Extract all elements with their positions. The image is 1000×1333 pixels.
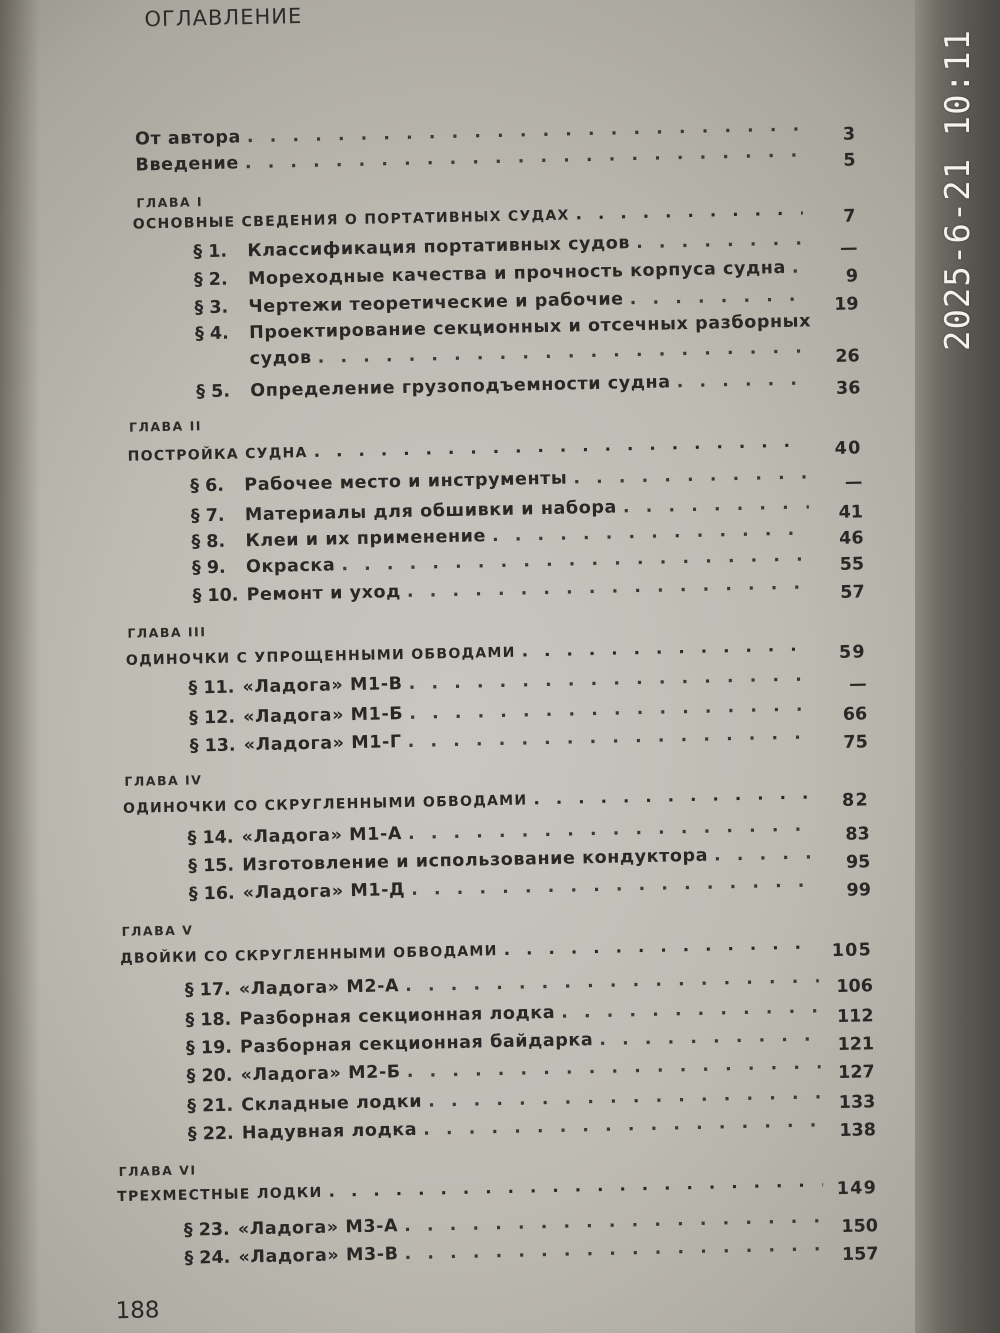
section-title: «Ладога» М1-А — [241, 824, 403, 848]
section-page: 36 — [835, 378, 861, 399]
section-title: Мореходные качества и прочность корпуса судна — [247, 257, 787, 290]
leader-dots — [404, 1207, 824, 1236]
chapter-title-text: ДВОЙКИ СО СКРУГЛЕННЫМИ ОБВОДАМИ — [120, 943, 498, 968]
section-title: Разборная секционная лодка — [239, 1002, 556, 1030]
leader-dots — [792, 258, 804, 278]
leader-dots — [714, 843, 816, 865]
chapter-title — [117, 1170, 877, 1212]
chapter-page: 7 — [843, 206, 857, 227]
section-number: § 23. — [183, 1219, 230, 1241]
section-page: 9 — [845, 266, 859, 287]
section-number: § 11. — [188, 677, 235, 699]
entry-page: 5 — [843, 150, 856, 171]
section-title: Окраска — [245, 555, 336, 578]
section-page: 127 — [837, 1062, 875, 1084]
section-page: — — [844, 472, 863, 493]
chapter-label: ГЛАВА III — [127, 624, 207, 641]
entry-page: 3 — [842, 124, 856, 145]
section-page: 19 — [834, 294, 859, 315]
page-number: 188 — [115, 1297, 160, 1325]
entry-title: От автора — [134, 127, 242, 150]
photo-timestamp: 2025-6-21 10:11 — [938, 28, 978, 352]
leader-dots — [599, 1025, 820, 1050]
section-number: § 21. — [187, 1095, 234, 1117]
section-number: § 6. — [190, 475, 225, 497]
section-title: Рабочее место и инструменты — [244, 468, 568, 496]
chapter-title-text: ОДИНОЧКИ СО СКРУГЛЕННЫМИ ОБВОДАМИ — [122, 792, 528, 817]
leader-dots — [575, 200, 802, 225]
leader-dots — [408, 815, 816, 844]
section-number: § 19. — [185, 1037, 233, 1059]
section-title: «Ладога» М1-В — [242, 674, 403, 698]
section-title: «Ладога» М2-Б — [240, 1062, 401, 1086]
leader-dots — [408, 665, 812, 693]
section-number: § 1. — [193, 241, 228, 263]
section-title: Клеи и их применение — [245, 526, 487, 552]
section-title: Чертежи теоретические и рабочие — [248, 289, 624, 318]
section-page: 106 — [836, 976, 874, 998]
section-number: § 15. — [188, 855, 235, 877]
chapter-title-text: ПОСТРОЙКА СУДНА — [127, 444, 308, 465]
section-page: — — [848, 674, 867, 695]
entry-title: Введение — [135, 153, 240, 176]
section-page: 99 — [846, 880, 872, 901]
leader-dots — [503, 933, 818, 960]
section-number: § 22. — [187, 1123, 234, 1145]
section-title: Ремонт и уход — [246, 582, 402, 606]
chapter-label: ГЛАВА V — [121, 922, 194, 939]
section-title: Классификация портативных судов — [247, 233, 631, 262]
leader-dots — [636, 230, 804, 253]
section-title: «Ладога» М3-В — [238, 1244, 399, 1268]
chapter-label: ГЛАВА I — [136, 194, 204, 211]
section-number: § 24. — [184, 1247, 231, 1269]
section-title: «Ладога» М3-А — [237, 1216, 399, 1240]
section-title: Проектирование секционных и отсечных разборных — [248, 311, 812, 344]
section-number: § 3. — [194, 297, 229, 319]
section-page: 157 — [841, 1244, 879, 1265]
leader-dots — [521, 635, 811, 661]
section-title-continued: судов — [249, 347, 312, 370]
section-number: § 14. — [187, 827, 234, 849]
section-number: § 9. — [191, 557, 226, 579]
section-title: «Ладога» М1-Г — [243, 732, 402, 756]
section-number: § 10. — [192, 585, 239, 607]
leader-dots — [561, 997, 820, 1022]
section-page: 95 — [845, 852, 871, 873]
chapter-title-text: ОДИНОЧКИ С УПРОЩЕННЫМИ ОБВОДАМИ — [125, 644, 516, 669]
section-page: 133 — [838, 1092, 876, 1113]
chapter-page: 40 — [834, 438, 862, 459]
section-page: 121 — [837, 1034, 875, 1056]
section-number: § 18. — [185, 1009, 232, 1031]
section-number: § 13. — [189, 735, 236, 757]
section-page: 150 — [841, 1216, 879, 1237]
section-title: Изготовление и использование кондуктора — [242, 845, 709, 876]
leader-dots — [623, 494, 809, 518]
section-page: 75 — [843, 732, 869, 753]
chapter-label: ГЛАВА II — [128, 418, 203, 435]
section-number: § 20. — [186, 1065, 233, 1087]
section-title: Надувная лодка — [241, 1119, 418, 1144]
chapter-title-text: ТРЕХМЕСТНЫЕ ЛОДКИ — [116, 1184, 323, 1206]
section-title: Определение грузоподъемности судна — [250, 372, 671, 402]
leader-dots — [313, 432, 807, 462]
leader-dots — [533, 783, 815, 809]
section-title: Разборная секционная байдарка — [239, 1030, 594, 1058]
leader-dots — [629, 286, 804, 310]
section-title: «Ладога» М1-Д — [242, 880, 406, 904]
section-page: 112 — [836, 1006, 874, 1028]
section-number: § 16. — [188, 883, 235, 905]
section-number: § 8. — [191, 531, 226, 553]
section-title: Материалы для обшивки и набора — [244, 497, 618, 526]
section-page: 55 — [839, 554, 865, 575]
leader-dots — [676, 370, 806, 393]
chapter-label: ГЛАВА VI — [118, 1162, 197, 1180]
chapter-label: ГЛАВА IV — [124, 772, 203, 789]
toc-header: ОГЛАВЛЕНИЕ — [144, 4, 303, 32]
chapter-page: 149 — [836, 1178, 878, 1200]
chapter-title-text: ОСНОВНЫЕ СВЕДЕНИЯ О ПОРТАТИВНЫХ СУДАХ — [132, 207, 570, 233]
section-page: 138 — [839, 1120, 877, 1141]
leader-dots — [573, 464, 808, 489]
section-page: 83 — [845, 824, 870, 845]
section-number: § 7. — [190, 505, 225, 527]
section-page: 46 — [838, 528, 864, 549]
section-title: Складные лодки — [241, 1091, 423, 1116]
section-title: «Ладога» М2-А — [238, 976, 400, 1000]
section-page: — — [839, 238, 858, 259]
section-number: § 5. — [196, 381, 231, 403]
section-number: § 12. — [188, 707, 236, 729]
section-page: 41 — [838, 502, 864, 523]
chapter-page: 82 — [841, 790, 870, 811]
section-number: § 17. — [184, 979, 231, 1001]
leader-dots — [328, 1171, 823, 1201]
leader-dots — [405, 967, 819, 996]
section-number: § 4. — [194, 323, 229, 345]
chapter-page: 59 — [838, 642, 867, 663]
chapter-page: 105 — [831, 940, 873, 962]
section-title: «Ладога» М1-Б — [242, 704, 404, 728]
section-page: 66 — [842, 704, 868, 725]
section-page: 26 — [835, 346, 860, 367]
section-number: § 2. — [193, 269, 228, 291]
section-page: 57 — [840, 582, 865, 603]
